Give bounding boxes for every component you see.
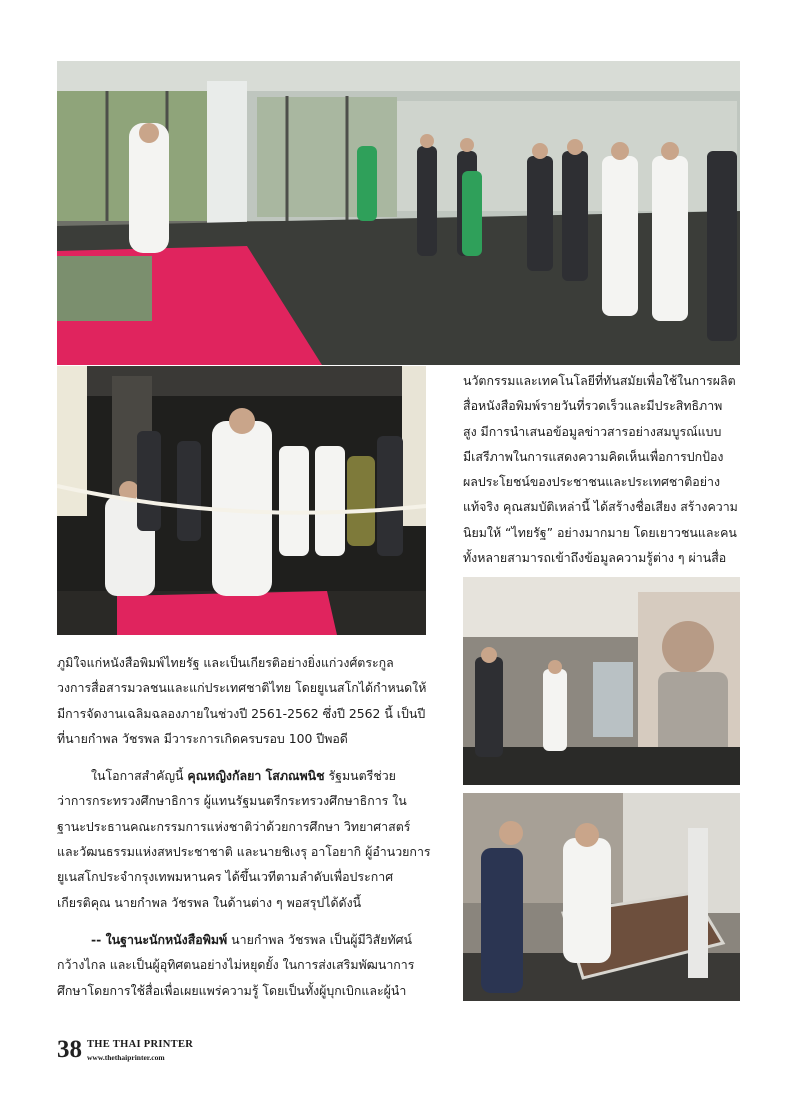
text-line: ภูมิใจแก่หนังสือพิมพ์ไทยรัฐ และเป็นเกียรติอย่างยิ่งแก่วงศ์ตระกูล <box>57 655 394 670</box>
text-line: มีการจัดงานเฉลิมฉลองภายในช่วงปี 2561-2562 ซึ่งปี 2562 นี้ เป็นปี <box>57 705 426 721</box>
magazine-url[interactable]: www.thethaiprinter.com <box>87 1053 165 1062</box>
text-line: สื่อหนังสือพิมพ์รายวันที่รวดเร็วและมีประสิทธิภาพ <box>463 398 723 414</box>
article-column-left <box>57 650 431 1003</box>
text-line: ศึกษาโดยการใช้สื่อเพื่อเผยแพร่ความรู้ โดยเป็นทั้งผู้บุกเบิกและผู้นำ <box>57 982 407 998</box>
text-line: เกียรติคุณ นายกำพล วัชรพล ในด้านต่าง ๆ พอสรุปได้ดังนี้ <box>57 894 362 910</box>
text-line: ผลประโยชน์ของประชาชนและประเทศชาติอย่าง <box>463 474 721 490</box>
text-line: แท้จริง คุณสมบัติเหล่านี้ ได้สร้างชื่อเสียง สร้างความ <box>463 499 738 515</box>
photo-gallery-portrait <box>463 577 740 785</box>
text-line: ยูเนสโกประจำกรุงเทพมหานคร ได้ขึ้นเวทีตามลำดับเพื่อประกาศ <box>57 869 394 885</box>
text-run: นายกำพล วัชรพล เป็นผู้มีวิสัยทัศน์ <box>227 931 413 947</box>
text-line: นิยมให้ “ไทยรัฐ” อย่างมากมาย โดยเยาวชนและคน <box>463 524 737 540</box>
text-run: ในโอกาสสำคัญนี้ <box>91 768 188 784</box>
photo-ribbon-cutting <box>57 366 426 635</box>
text-line: สูง มีการนำเสนอข้อมูลข่าวสารอย่างสมบูรณ์แบบ <box>463 423 722 439</box>
text-line: ว่าการกระทรวงศึกษาธิการ ผู้แทนรัฐมนตรีกระทรวงศึกษาธิการ ใน <box>57 793 407 809</box>
page-number: 38 <box>57 1036 82 1063</box>
text-run: รัฐมนตรีช่วย <box>324 768 396 784</box>
magazine-name: THE THAI PRINTER <box>87 1039 194 1050</box>
text-line: วงการสื่อสารมวลชนและแก่ประเทศชาติไทย โดยยูเนสโกได้กำหนดให้ <box>57 680 427 696</box>
text-line <box>57 927 431 952</box>
text-line: ที่นายกำพล วัชรพล มีวาระการเกิดครบรอบ 100 ปีพอดี <box>57 730 348 746</box>
text-line: มีเสรีภาพในการแสดงความคิดเห็นเพื่อการปกป้อง <box>463 448 724 464</box>
text-line: กว้างไกล และเป็นผู้อุทิศตนอย่างไม่หยุดยั้ง ในการส่งเสริมพัฒนาการ <box>57 957 415 973</box>
text-line: และวัฒนธรรมแห่งสหประชาชาติ และนายชิเงรุ อาโอยากิ ผู้อำนวยการ <box>57 844 431 860</box>
text-line: ฐานะประธานคณะกรรมการแห่งชาติว่าด้วยการศึกษา วิทยาศาสตร์ <box>57 818 411 834</box>
text-line: ทั้งหลายสามารถเข้าถึงข้อมูลความรู้ต่าง ๆ ผ่านสื่อ <box>463 550 727 566</box>
bold-heading: -- ในฐานะนักหนังสือพิมพ์ <box>91 931 228 947</box>
text-line <box>57 763 431 788</box>
photo-display-case <box>463 793 740 1001</box>
bold-name: คุณหญิงกัลยา โสภณพนิช <box>187 768 325 784</box>
photo-ceremony-hall <box>57 61 740 365</box>
article-column-right <box>463 368 738 570</box>
text-line: นวัตกรรมและเทคโนโลยีที่ทันสมัยเพื่อใช้ในการผลิต <box>463 373 736 388</box>
